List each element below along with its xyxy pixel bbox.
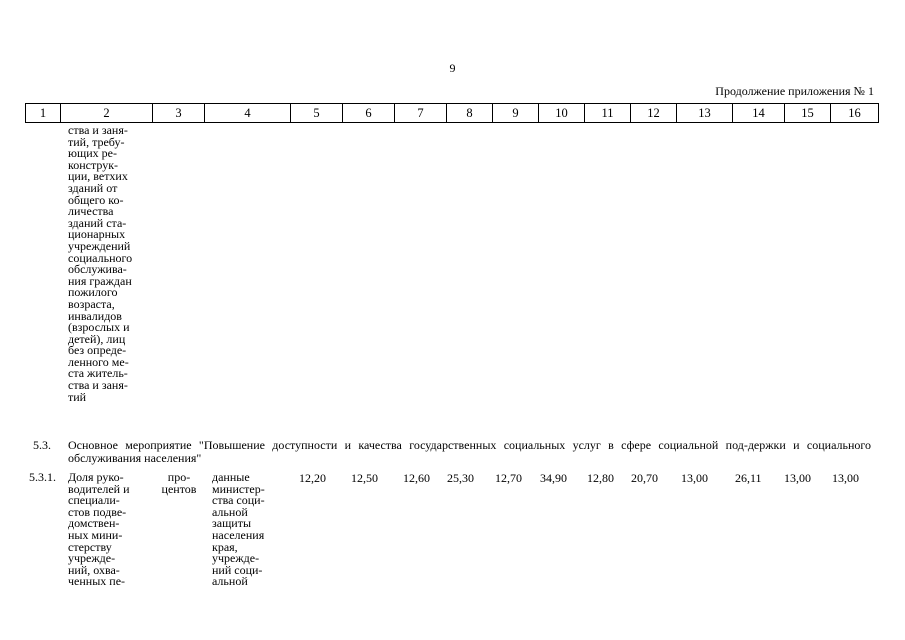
col-header-12: 12 [631, 104, 677, 123]
value-col-13: 13,00 [681, 471, 708, 485]
header-row [26, 104, 879, 123]
col-header-13: 13 [677, 104, 733, 123]
col-header-4: 4 [205, 104, 291, 123]
row-number: 5.3.1. [29, 470, 56, 484]
value-col-12: 20,70 [631, 471, 658, 485]
value-col-9: 12,70 [495, 471, 522, 485]
col-header-9: 9 [493, 104, 539, 123]
col-header-6: 6 [343, 104, 395, 123]
prev-row-indicator-text: ства и заня- тий, требу- ющих ре- конструк- ции, ветхих зданий от общего ко- личества зданий ста- ционарных учреждений социального обслужива- ния граждан пожилого возраста, инвалидов (взрослых и детей), лиц без опреде- ленного ме- ста житель- ства и заня- тий [68, 123, 133, 404]
col-header-14: 14 [733, 104, 785, 123]
value-col-10: 34,90 [540, 471, 567, 485]
value-col-7: 12,60 [403, 471, 430, 485]
col-header-1: 1 [26, 104, 61, 123]
section-title: Основное мероприятие "Повышение доступности и качества государственных социальных услуг в сфере социальной под-держки и социального обслуживания населения" [68, 438, 871, 465]
column-header-table [25, 103, 879, 123]
col-header-11: 11 [585, 104, 631, 123]
col-header-15: 15 [785, 104, 831, 123]
col-header-5: 5 [291, 104, 343, 123]
col-header-2: 2 [61, 104, 153, 123]
value-col-11: 12,80 [587, 471, 614, 485]
section-number: 5.3. [33, 438, 51, 452]
value-col-14: 26,11 [735, 471, 762, 485]
row-unit-text: про- центов [161, 470, 197, 496]
col-header-10: 10 [539, 104, 585, 123]
page-number: 9 [449, 61, 456, 75]
row-source-text: данные министер- ства соци- альной защиты населения края, учрежде- ний соци- альной [212, 470, 265, 589]
col-header-8: 8 [447, 104, 493, 123]
value-col-15: 13,00 [784, 471, 811, 485]
continuation-label: Продолжение приложения № 1 [715, 84, 874, 98]
col-header-3: 3 [153, 104, 205, 123]
col-header-7: 7 [395, 104, 447, 123]
value-col-8: 25,30 [447, 471, 474, 485]
value-col-6: 12,50 [351, 471, 378, 485]
col-header-16: 16 [831, 104, 879, 123]
value-col-5: 12,20 [299, 471, 326, 485]
value-col-16: 13,00 [832, 471, 859, 485]
row-indicator-text: Доля руко- водителей и специали- стов подве- домствен- ных мини- стерству учрежде- ний, охва- ченных пе- [68, 470, 130, 589]
